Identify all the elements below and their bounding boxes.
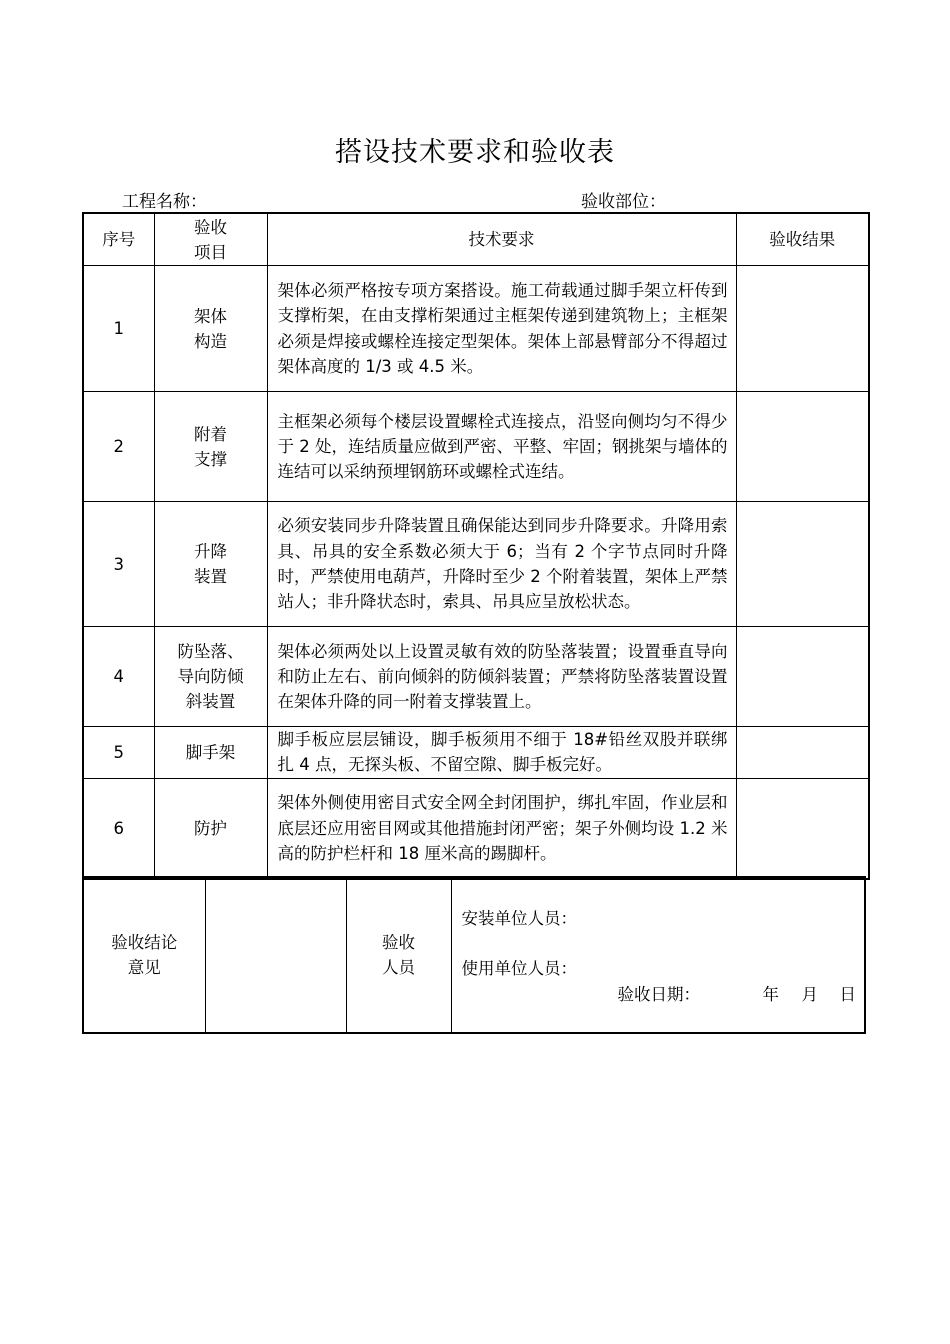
table-row bbox=[83, 392, 869, 502]
date-month-label: 月 bbox=[801, 985, 818, 1004]
footer-row bbox=[83, 877, 865, 1033]
row-item-line: 架体 bbox=[194, 306, 227, 326]
row-item-line: 支撑 bbox=[194, 449, 227, 469]
row-item-line: 防护 bbox=[194, 818, 227, 838]
row-item-line: 脚手架 bbox=[185, 742, 236, 762]
row-requirement: 主框架必须每个楼层设置螺栓式连接点，沿竖向侧均匀不得少于 2 处，连结质量应做到严密、平整、牢固；钢挑架与墙体的连结可以采纳预埋钢筋环或螺栓式连结。 bbox=[267, 392, 736, 502]
row-item-line: 导向防倾 bbox=[177, 667, 244, 686]
row-item bbox=[154, 266, 267, 392]
project-name-label: 工程名称： bbox=[122, 192, 207, 212]
row-item-line: 附着 bbox=[194, 424, 227, 444]
row-requirement: 架体必须两处以上设置灵敏有效的防坠落装置；设置垂直导向和防止左右、前向倾斜的防倾斜装置；严禁将防坠落装置设置在架体升降的同一附着支撑装置上。 bbox=[267, 627, 736, 727]
row-result-cell[interactable] bbox=[736, 627, 869, 727]
row-result-cell[interactable] bbox=[736, 502, 869, 627]
conclusion-label bbox=[83, 877, 205, 1033]
conclusion-value-cell[interactable] bbox=[205, 877, 346, 1033]
installer-label: 安装单位人员： bbox=[461, 909, 577, 928]
table-row bbox=[83, 778, 869, 879]
header-item bbox=[154, 213, 267, 266]
document-title: 搭设技术要求和验收表 bbox=[335, 137, 615, 168]
conclusion-label-line2: 意见 bbox=[127, 958, 161, 977]
row-item-line: 装置 bbox=[194, 567, 227, 586]
row-item bbox=[154, 392, 267, 502]
user-label: 使用单位人员： bbox=[461, 959, 577, 978]
row-item bbox=[154, 627, 267, 727]
date-day-label: 日 bbox=[839, 985, 856, 1004]
header-item-line1: 验收 bbox=[194, 217, 227, 237]
row-result-cell[interactable] bbox=[736, 727, 869, 779]
row-item-line: 升降 bbox=[194, 542, 227, 561]
row-item-line: 构造 bbox=[194, 331, 227, 351]
row-requirement: 架体外侧使用密目式安全网全封闭围护，绑扎牢固，作业层和底层还应用密目网或其他措施封闭严密；架子外侧均设 1.2 米高的防护栏杆和 18 厘米高的踢脚杆。 bbox=[267, 778, 736, 879]
table-row bbox=[83, 502, 869, 627]
row-result-cell[interactable] bbox=[736, 266, 869, 392]
row-seq: 5 bbox=[83, 727, 154, 779]
row-result-cell[interactable] bbox=[736, 778, 869, 879]
row-seq: 1 bbox=[83, 266, 154, 392]
row-item bbox=[154, 502, 267, 627]
row-item-line: 斜装置 bbox=[185, 692, 236, 711]
header-result: 验收结果 bbox=[736, 213, 869, 266]
acceptance-part-label: 验收部位： bbox=[581, 192, 666, 212]
row-seq: 4 bbox=[83, 627, 154, 727]
table-header-row bbox=[83, 213, 869, 266]
row-result-cell[interactable] bbox=[736, 392, 869, 502]
persons-label-line1: 验收 bbox=[382, 933, 415, 952]
acceptance-persons-cell[interactable] bbox=[451, 877, 865, 1033]
row-item bbox=[154, 727, 267, 779]
acceptance-date-label: 验收日期： bbox=[617, 985, 700, 1004]
persons-label-line2: 人员 bbox=[382, 958, 415, 977]
requirements-table bbox=[82, 212, 870, 880]
row-requirement: 架体必须严格按专项方案搭设。施工荷载通过脚手架立杆传到支撑桁架，在由支撑桁架通过主框架传递到建筑物上；主框架必须是焊接或螺栓连接定型架体。架体上部悬臂部分不得超过架体高度的 1/3 或 4.5 米。 bbox=[267, 266, 736, 392]
header-seq: 序号 bbox=[83, 213, 154, 266]
table-row bbox=[83, 266, 869, 392]
table-row bbox=[83, 627, 869, 727]
row-seq: 2 bbox=[83, 392, 154, 502]
header-item-line2: 项目 bbox=[194, 242, 227, 262]
conclusion-label-line1: 验收结论 bbox=[111, 933, 178, 952]
row-requirement: 必须安装同步升降装置且确保能达到同步升降要求。升降用索具、吊具的安全系数必须大于 6；当有 2 个字节点同时升降时，严禁使用电葫芦，升降时至少 2 个附着装置，架体上严禁站人；非升降状态时，索具、吊具应呈放松状态。 bbox=[267, 502, 736, 627]
row-seq: 6 bbox=[83, 778, 154, 879]
acceptance-persons-label bbox=[346, 877, 451, 1033]
acceptance-footer-table bbox=[82, 876, 866, 1034]
row-seq: 3 bbox=[83, 502, 154, 627]
date-year-label: 年 bbox=[762, 985, 779, 1004]
row-requirement: 脚手板应层层铺设，脚手板须用不细于 18#铅丝双股并联绑扎 4 点，无探头板、不留空隙、脚手板完好。 bbox=[267, 727, 736, 779]
row-item bbox=[154, 778, 267, 879]
header-requirements: 技术要求 bbox=[267, 213, 736, 266]
table-row bbox=[83, 727, 869, 779]
row-item-line: 防坠落、 bbox=[177, 642, 244, 661]
